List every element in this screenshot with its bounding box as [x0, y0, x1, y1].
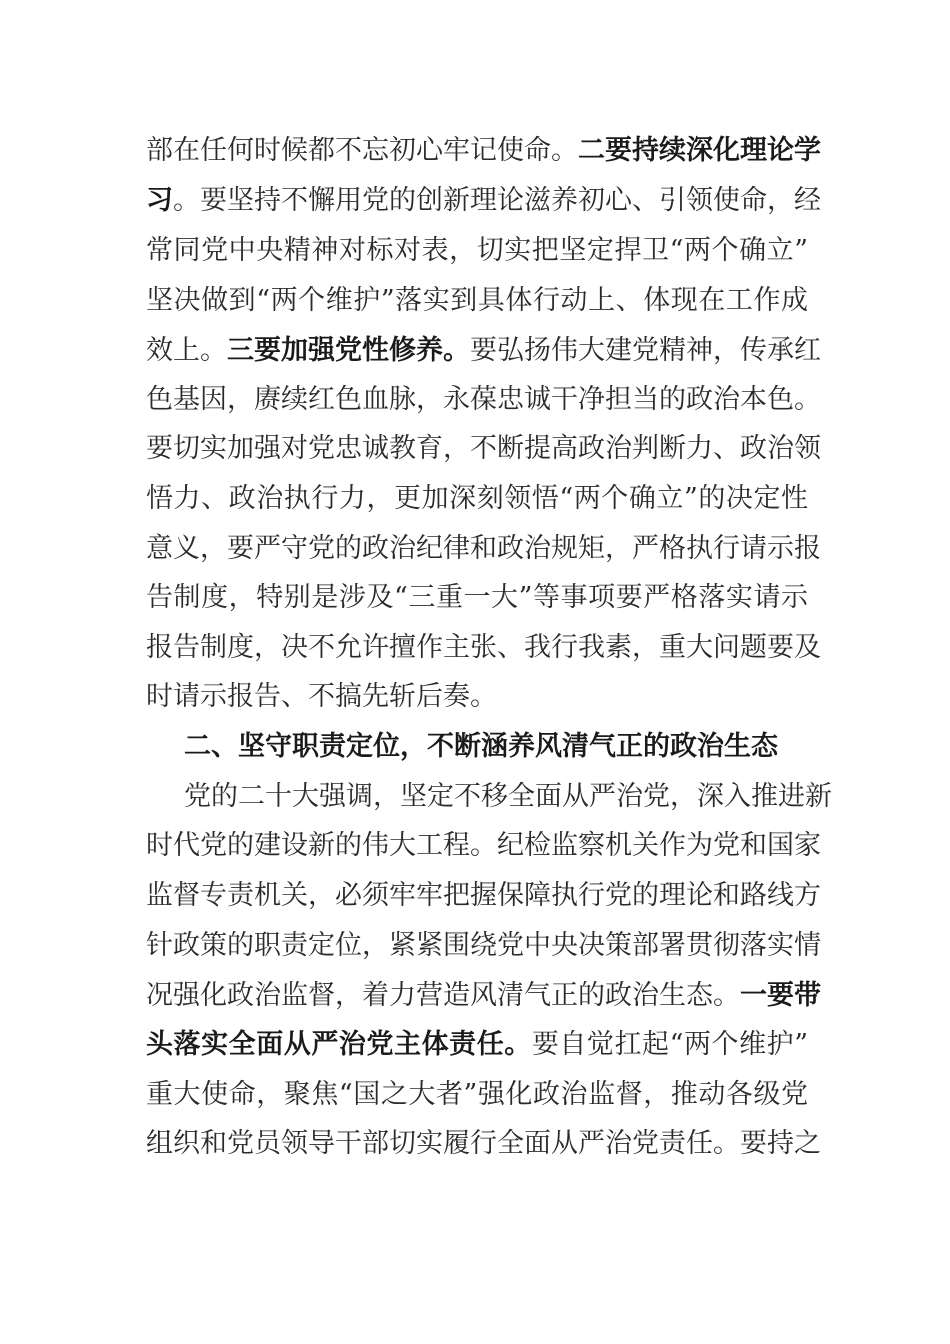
- text-line: [146, 276, 808, 325]
- text-line: [146, 1119, 821, 1168]
- body-text: 要自觉扛起“两个维护”: [531, 1029, 808, 1060]
- body-text: 报告制度，决不允许擅作主张、我行我素，重大问题要及: [146, 632, 821, 663]
- text-line: [146, 672, 808, 721]
- text-line: [146, 176, 821, 225]
- body-text: 告制度，特别是涉及“三重一大”等事项要严格落实请示: [146, 582, 808, 613]
- bold-text: 习: [146, 185, 173, 216]
- text-line: [146, 971, 821, 1020]
- body-text: 悟力、政治执行力，更加深刻领悟“两个确立”的决定性: [146, 483, 808, 514]
- text-line: [184, 772, 832, 821]
- body-text: 。要坚持不懈用党的创新理论滋养初心、引领使命，经: [173, 185, 821, 216]
- body-text: 针政策的职责定位，紧紧围绕党中央决策部署贯彻落实情: [146, 930, 821, 961]
- bold-text: 一要带: [740, 980, 821, 1011]
- body-text: 要弘扬伟大建党精神，传承红: [470, 335, 821, 366]
- body-text: 效上。: [146, 335, 227, 366]
- body-text: 色基因，赓续红色血脉，永葆忠诚干净担当的政治本色。: [146, 384, 821, 415]
- body-text: 坚决做到“两个维护”落实到具体行动上、体现在工作成: [146, 285, 808, 316]
- body-text: 组织和党员领导干部切实履行全面从严治党责任。要持之: [146, 1128, 821, 1159]
- text-line: [146, 1020, 808, 1069]
- body-text: 时代党的建设新的伟大工程。纪检监察机关作为党和国家: [146, 830, 821, 861]
- body-text: 要切实加强对党忠诚教育，不断提高政治判断力、政治领: [146, 433, 821, 464]
- body-text: 常同党中央精神对标对表，切实把坚定捍卫“两个确立”: [146, 235, 808, 266]
- section-heading: [184, 722, 808, 771]
- bold-text: 头落实全面从严治党主体责任。: [146, 1029, 532, 1060]
- body-text: 况强化政治监督，着力营造风清气正的政治生态。: [146, 980, 740, 1011]
- text-line: [146, 375, 821, 424]
- text-line: [146, 821, 821, 870]
- text-line: [146, 226, 808, 275]
- text-line: [146, 126, 821, 175]
- text-line: [146, 1070, 808, 1119]
- body-text: 意义，要严守党的政治纪律和政治规矩，严格执行请示报: [146, 533, 821, 564]
- text-line: [146, 871, 821, 920]
- bold-text: 二要持续深化理论学: [578, 135, 821, 166]
- body-text: 时请示报告、不搞先斩后奏。: [146, 681, 497, 712]
- body-text: 监督专责机关，必须牢牢把握保障执行党的理论和路线方: [146, 880, 821, 911]
- text-line: [146, 424, 821, 473]
- bold-text: 二、坚守职责定位，不断涵养风清气正的政治生态: [184, 731, 778, 762]
- text-line: [146, 573, 808, 622]
- text-line: [146, 623, 821, 672]
- bold-text: 三要加强党性修养。: [227, 335, 470, 366]
- body-text: 重大使命，聚焦“国之大者”强化政治监督，推动各级党: [146, 1079, 808, 1110]
- text-line: [146, 921, 821, 970]
- text-line: [146, 524, 821, 573]
- body-text: 党的二十大强调，坚定不移全面从严治党，深入推进新: [184, 781, 832, 812]
- text-line: [146, 474, 808, 523]
- text-line: [146, 326, 821, 375]
- body-text: 部在任何时候都不忘初心牢记使命。: [146, 135, 578, 166]
